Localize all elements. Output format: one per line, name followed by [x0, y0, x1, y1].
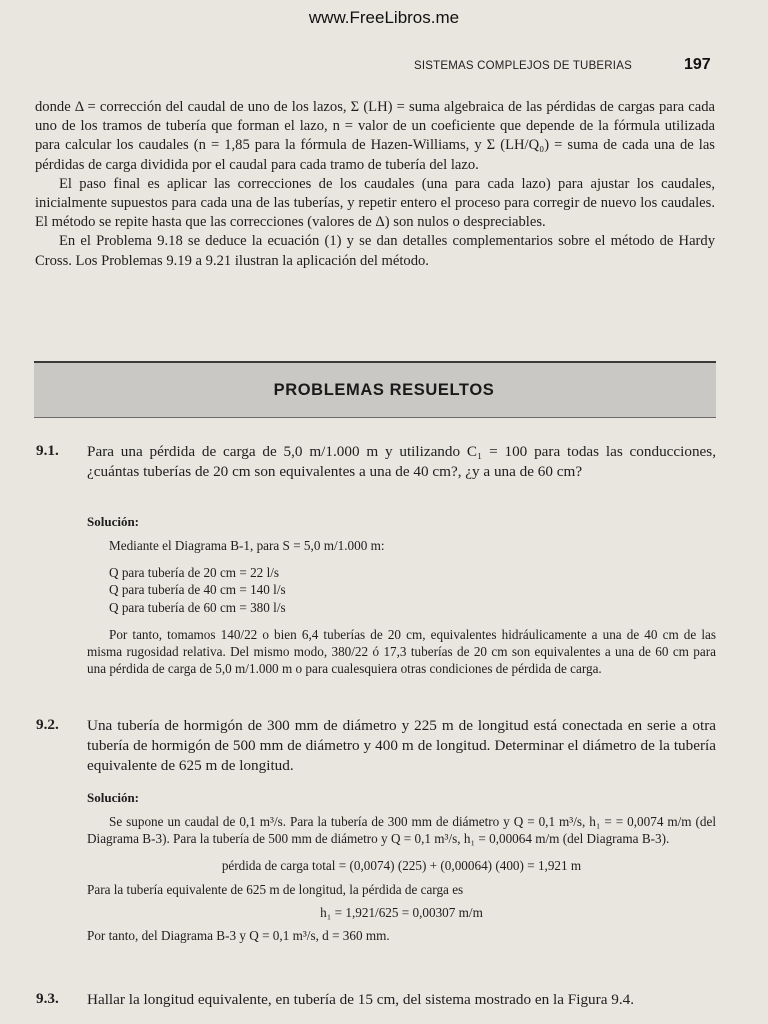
solution-line: Para la tubería equivalente de 625 m de longitud, la pérdida de carga es — [87, 881, 464, 897]
solution-conclusion: Por tanto, tomamos 140/22 o bien 6,4 tuberías de 20 cm, equivalentes hidráulicamente a una de 40 cm de las misma rugosidad relativa. Del mismo modo, 380/22 ó 17,3 tuberías de 20 cm son equivalentes a una de 60 cm para una pérdida de carga de 5,0 m/1.000 m o para cualesquiera otras condiciones de pérdida de carga. — [87, 626, 716, 677]
running-head-title: SISTEMAS COMPLEJOS DE TUBERIAS — [414, 60, 632, 72]
intro-paragraph-2: El paso final es aplicar las correcciones de los caudales (una para cada lazo) para ajustar los caudales, inicialmente supuestos para cada una de las tuberías, y repetir entero el proceso para corregir de nuevo los caudales. El método se repite hasta que las correcciones (valores de Δ) son nulos o despreciables. — [35, 175, 715, 231]
problem-number: 9.1. — [36, 442, 59, 459]
equation-total-head-loss: pérdida de carga total = (0,0074) (225) + (0,00064) (400) = 1,921 m — [221, 858, 582, 874]
solution-value-line: Q para tubería de 20 cm = 22 l/s — [109, 565, 280, 581]
solution-body — [87, 813, 716, 944]
section-heading: PROBLEMAS RESUELTOS — [273, 381, 495, 399]
intro-paragraph-1: donde Δ = corrección del caudal de uno de los lazos, Σ (LH) = suma algebraica de las pérdidas de cargas para cada uno de los tramos de tubería que forman el lazo, n = valor de un coeficiente que depende de la fórmula utilizada para calcular los caudales (n = 1,85 para la fórmula de Hazen-Williams, y Σ (LH/Q₀) = suma de cada una de las pérdidas de carga dividida por el caudal para cada tramo de tubería del lazo. — [35, 99, 715, 173]
solution-body — [87, 537, 716, 677]
solution-result: Por tanto, del Diagrama B-3 y Q = 0,1 m³/s, d = 360 mm. — [87, 928, 390, 944]
solution-value-line: Q para tubería de 40 cm = 140 l/s — [109, 582, 286, 598]
page-number: 197 — [684, 56, 711, 73]
problem-statement: Una tubería de hormigón de 300 mm de diámetro y 225 m de longitud está conectada en serie a otra tubería de hormigón de 500 mm de diámetro y 400 m de longitud. Determinar el diámetro de la tubería equivalente de 625 m de longitud. — [87, 717, 716, 774]
solution-line: Mediante el Diagrama B-1, para S = 5,0 m/1.000 m: — [109, 538, 385, 553]
problem-number: 9.3. — [36, 990, 59, 1007]
solution-label: Solución: — [87, 790, 140, 805]
intro-paragraph-3: En el Problema 9.18 se deduce la ecuación (1) y se dan detalles complementarios sobre el método de Hardy Cross. Los Problemas 9.19 a 9.21 ilustran la aplicación del método. — [35, 233, 715, 269]
solution-value-line: Q para tubería de 60 cm = 380 l/s — [109, 599, 286, 615]
solution-line: Se supone un caudal de 0,1 m³/s. Para la tubería de 300 mm de diámetro y Q = 0,1 m³/s, h₁ = = 0,0074 m/m (del Diagrama B-3). Para la tubería de 500 mm de diámetro y Q = 0,1 m³/s, h₁ = 0,00064 m/m (del Diagrama B-3). — [87, 814, 716, 847]
equation-h1: h₁ = 1,921/625 = 0,00307 m/m — [320, 904, 483, 920]
problem-number: 9.2. — [36, 716, 59, 733]
watermark-url: www.FreeLibros.me — [308, 8, 460, 27]
problem-statement: Para una pérdida de carga de 5,0 m/1.000 m y utilizando C₁ = 100 para todas las conducciones, ¿cuántas tuberías de 20 cm son equivalentes a una de 40 cm?, ¿y a una de 60 cm? — [87, 443, 716, 480]
solution-label: Solución: — [87, 514, 140, 529]
problem-statement: Hallar la longitud equivalente, en tubería de 15 cm, del sistema mostrado en la Figura 9.4. — [87, 991, 635, 1008]
intro-text — [35, 98, 715, 271]
